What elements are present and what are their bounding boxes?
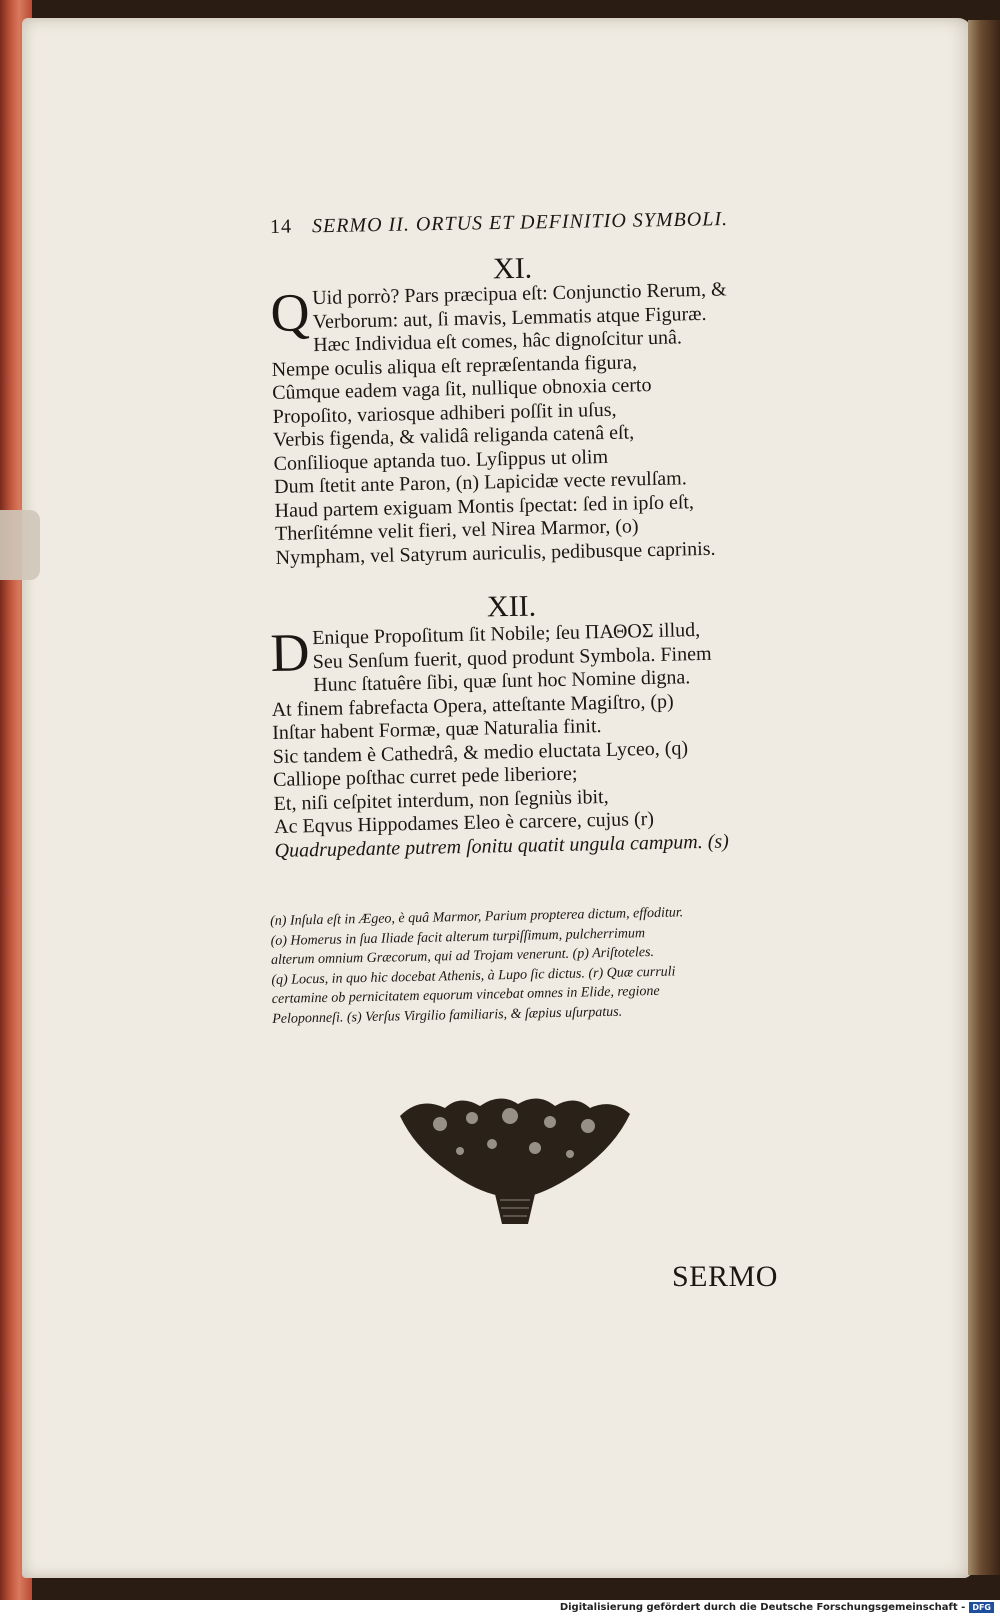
verse-line: Ac Eqvus Hippodames Eleo è carcere, cujus (r) — [273, 808, 655, 838]
footnote-line: (q) Locus, in quo hic docebat Athenis, à Lupo ſic dictus. (r) Quæ curruli — [271, 964, 676, 988]
drop-capital: Q — [269, 282, 311, 343]
drop-capital: D — [269, 622, 311, 683]
verse-line: Cûmque eadem vaga ſit, nullique obnoxia certo — [271, 374, 652, 404]
catchword: SERMO — [672, 1260, 778, 1293]
footnote-line: certamine ob pernicitatem equorum vincebat omnes in Elide, regione — [271, 983, 660, 1007]
verse-block-11 — [269, 278, 727, 570]
section-numeral-12: XII. — [486, 589, 537, 624]
verse-line: Haud partem exiguam Montis ſpectat: ſed in ipſo eſt, — [274, 490, 695, 522]
section-numeral-11: XI. — [492, 251, 533, 286]
verse-line: Verbis figenda, & validâ religanda catenâ eſt, — [272, 421, 635, 451]
footnotes — [270, 903, 685, 1029]
running-title: SERMO II. ORTUS ET DEFINITIO SYMBOLI. — [311, 208, 729, 238]
verse-line: Hæc Individua eſt comes, hâc dignoſcitur unâ. — [312, 326, 683, 357]
verse-line: At finem fabrefacta Opera, atteſtante Magiſtro, (p) — [271, 690, 674, 721]
facing-page-edge — [968, 20, 1000, 1575]
verse-line: Therſitémne velit fieri, vel Nirea Marmor, (o) — [274, 515, 639, 545]
footnote-line: (o) Homerus in ſua Iliade facit alterum turpiſſimum, pulcherrimum — [270, 925, 646, 949]
flower-basket-ornament-icon — [400, 1096, 630, 1226]
verse-line: Nympham, vel Satyrum auriculis, pedibusque caprinis. — [275, 537, 716, 569]
verse-line: Quadrupedante putrem ſonitu quatit ungula campum. (s) — [274, 829, 730, 862]
verse-line: Verborum: aut, ſi mavis, Lemmatis atque Figuræ. — [312, 302, 707, 333]
dfg-logo: DFG — [969, 1602, 994, 1613]
digitization-credit — [560, 1602, 994, 1613]
verse-line: Inſtar habent Formæ, quæ Naturalia finit. — [271, 715, 602, 744]
page-number: 14 — [269, 215, 293, 238]
verse-line: Seu Senſum fuerit, quod produnt Symbola. Finem — [312, 642, 712, 673]
verse-line: Dum ſtetit ante Paron, (n) Lapicidæ vecte revulſam. — [273, 467, 687, 498]
verse-line: Nempe oculis aliqua eſt repræſentanda figura, — [271, 350, 638, 381]
footnote-line: (n) Inſula eſt in Ægeo, è quâ Marmor, Parium propterea dictum, effoditur. — [270, 905, 684, 929]
verse-line: Uid porrò? Pars præcipua eſt: Conjunctio Rerum, & — [311, 278, 727, 310]
footnote-line: Peloponneſi. (s) Verſus Virgilio familiaris, & ſæpius uſurpatus. — [272, 1004, 623, 1027]
footnote-line: alterum omnium Græcorum, qui ad Trojam venerunt. (p) Ariſtoteles. — [270, 944, 655, 968]
verse-line: Propoſito, variosque adhiberi poſſit in uſus, — [272, 398, 617, 428]
verse-block-12 — [270, 618, 729, 862]
verse-line: Et, niſi ceſpitet interdum, non ſegniùs ibit, — [273, 785, 609, 815]
verse-line: Sic tandem è Cathedrâ, & medio eluctata Lyceo, (q) — [272, 736, 689, 768]
verse-line: Enique Propoſitum ſit Nobile; ſeu ΠΑΘΟΣ illud, — [311, 618, 701, 650]
bookmark-ribbon — [0, 510, 40, 580]
verse-line: Hunc ſtatuêre ſibi, quæ ſunt hoc Nomine digna. — [312, 666, 691, 697]
verse-line: Conſilioque aptanda tuo. Lyſippus ut olim — [273, 445, 609, 475]
verse-line: Calliope poſthac curret pede liberiore; — [272, 762, 578, 791]
credit-text: Digitalisierung gefördert durch die Deutsche Forschungsgemeinschaft - — [559, 1602, 966, 1613]
